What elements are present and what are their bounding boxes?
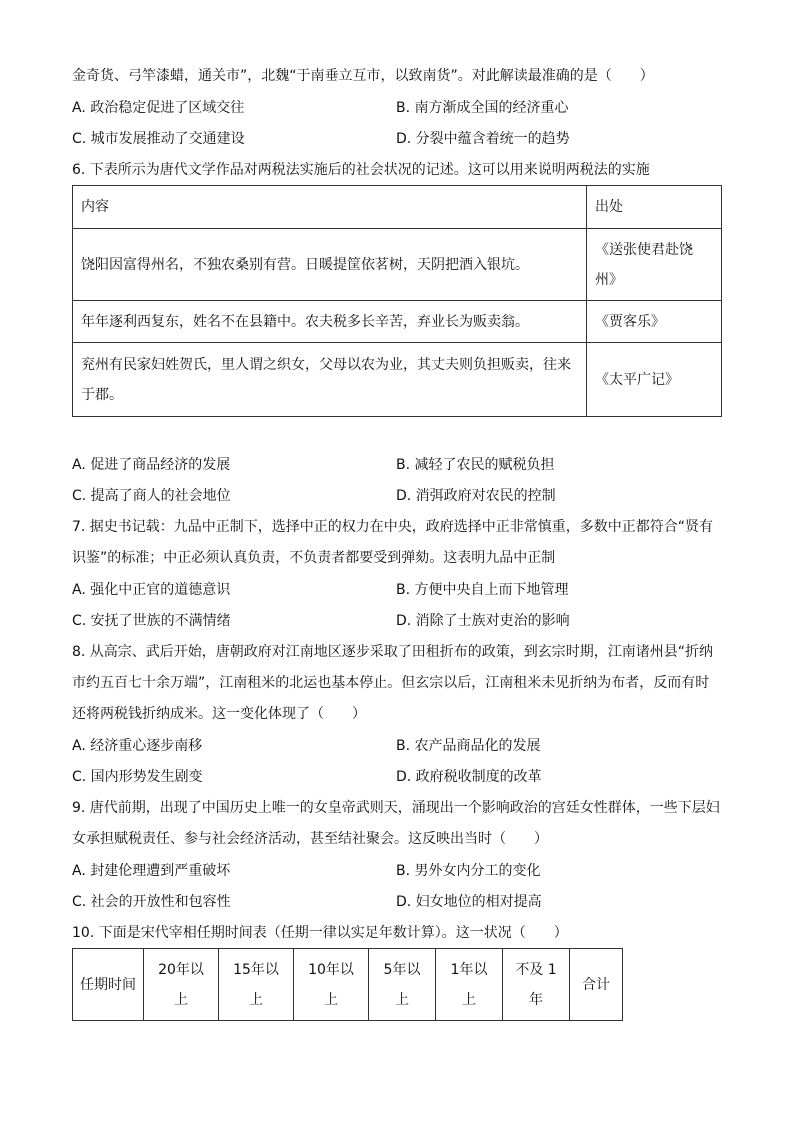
q10-table [72, 948, 623, 1021]
q5-option-c[interactable]: C. 城市发展推动了交通建设 [72, 131, 245, 147]
q9-option-c[interactable]: C. 社会的开放性和包容性 [72, 894, 231, 910]
q10-col-10yr: 10年以 上 [294, 949, 369, 1021]
q10-col-15yr: 15年以 上 [219, 949, 294, 1021]
q6-option-c[interactable]: C. 提高了商人的社会地位 [72, 488, 231, 504]
q5-option-b[interactable]: B. 南方渐成全国的经济重心 [396, 100, 569, 116]
q9-option-a[interactable]: A. 封建伦理遭到严重破坏 [72, 863, 231, 879]
q6-row1-source: 《送张使君赴饶 州》 [587, 229, 722, 301]
q10-header-term: 任期时间 [73, 949, 144, 1021]
q5-option-d[interactable]: D. 分裂中蕴含着统一的趋势 [396, 131, 570, 147]
q6-option-d[interactable]: D. 消弭政府对农民的控制 [396, 488, 556, 504]
q10-col-under1: 不及 1 年 [503, 949, 570, 1021]
q5-option-a[interactable]: A. 政治稳定促进了区域交往 [72, 100, 245, 116]
q10-col-5yr: 5年以 上 [369, 949, 436, 1021]
q7-option-a[interactable]: A. 强化中正官的道德意识 [72, 582, 231, 598]
q7-stem-line2: 识鉴”的标准；中正必须认真负责，不负责者都要受到弹劾。这表明九品中正制 [72, 550, 556, 566]
q6-stem: 6. 下表所示为唐代文学作品对两税法实施后的社会状况的记述。这可以用来说明两税法的实施 [72, 162, 650, 178]
q7-option-c[interactable]: C. 安抚了世族的不满情绪 [72, 613, 231, 629]
q6-row1-content: 饶阳因富得州名，不独农桑别有营。日暖提筐依茗树，天阴把酒入银坑。 [73, 229, 587, 301]
q7-option-d[interactable]: D. 消除了士族对吏治的影响 [396, 613, 570, 629]
q6-row2-source: 《贾客乐》 [587, 301, 722, 343]
q6-row2-content: 年年逐利西复东，姓名不在县籍中。农夫税多长辛苦，弃业长为贩卖翁。 [73, 301, 587, 343]
q9-option-d[interactable]: D. 妇女地位的相对提高 [396, 894, 542, 910]
q7-option-b[interactable]: B. 方便中央自上而下地管理 [396, 582, 569, 598]
q9-stem-line2: 女承担赋税责任、参与社会经济活动，甚至结社聚会。这反映出当时（ ） [72, 831, 548, 847]
q9-option-b[interactable]: B. 男外女内分工的变化 [396, 863, 541, 879]
q7-stem-line1: 7. 据史书记载：九品中正制下，选择中正的权力在中央，政府选择中正非常慎重，多数中正都符合“贤有 [72, 519, 714, 535]
q8-stem-line1: 8. 从高宗、武后开始，唐朝政府对江南地区逐步采取了田租折布的政策，到玄宗时期，江南诸州县“折纳 [72, 644, 714, 660]
q8-option-b[interactable]: B. 农产品商品化的发展 [396, 738, 541, 754]
q8-stem-line3: 还将两税钱折纳成米。这一变化体现了（ ） [72, 706, 366, 722]
q8-option-c[interactable]: C. 国内形势发生剧变 [72, 769, 203, 785]
q8-option-d[interactable]: D. 政府税收制度的改革 [396, 769, 542, 785]
q6-header-source: 出处 [587, 186, 722, 229]
q8-option-a[interactable]: A. 经济重心逐步南移 [72, 738, 203, 754]
q10-col-1yr: 1年以 上 [436, 949, 503, 1021]
q6-header-content: 内容 [73, 186, 587, 229]
q6-table [72, 185, 722, 417]
q5-stem: 金奇货、弓竿漆蜡，通关市”，北魏“于南垂立互市，以致南货”。对此解读最准确的是（ ） [72, 68, 654, 84]
q8-stem-line2: 市约五百七十余万端”，江南租米的北运也基本停止。但玄宗以后，江南租米未见折纳为布者，反而有时 [72, 675, 710, 691]
q10-stem: 10. 下面是宋代宰相任期时间表（任期一律以实足年数计算）。这一状况（ ） [72, 925, 568, 941]
q9-stem-line1: 9. 唐代前期，出现了中国历史上唯一的女皇帝武则天，涌现出一个影响政治的宫廷女性群体，一些下层妇 [72, 800, 720, 816]
q10-header-total: 合计 [570, 949, 623, 1021]
q6-row3-source: 《太平广记》 [587, 343, 722, 417]
q6-option-a[interactable]: A. 促进了商品经济的发展 [72, 457, 231, 473]
q10-col-20yr: 20年以 上 [144, 949, 219, 1021]
q6-option-b[interactable]: B. 减轻了农民的赋税负担 [396, 457, 555, 473]
q6-row3-content: 兖州有民家妇姓贺氏，里人谓之织女，父母以农为业，其丈夫则负担贩卖，往来 于郡。 [73, 343, 587, 417]
